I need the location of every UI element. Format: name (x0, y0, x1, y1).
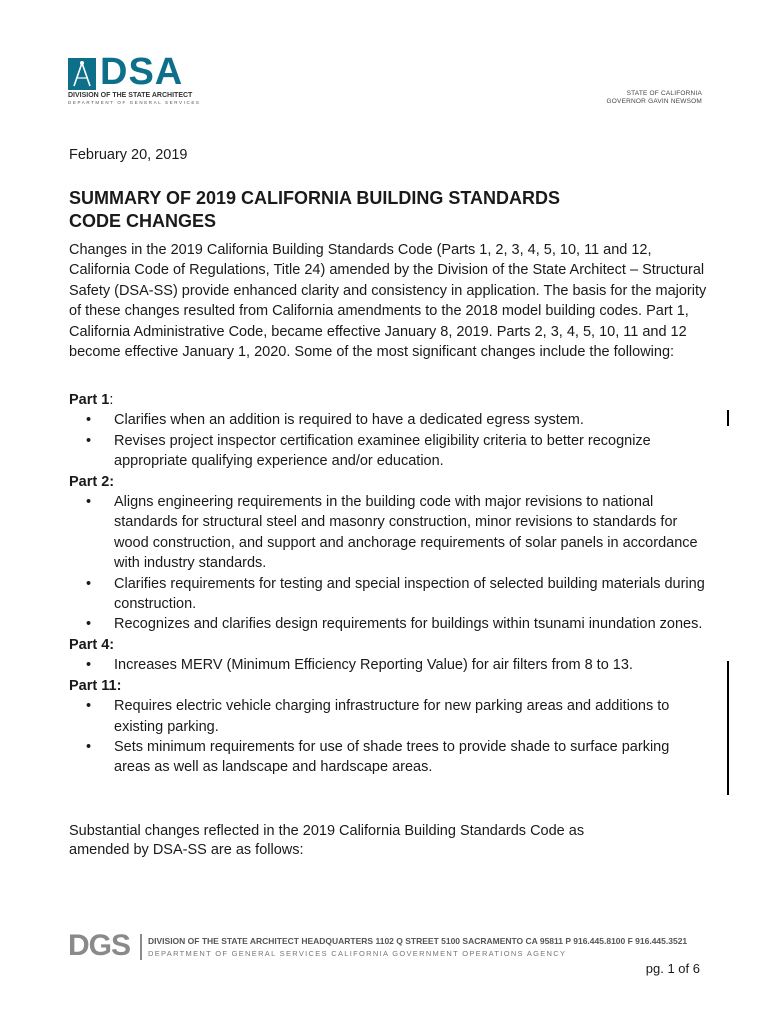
part-heading: Part 4: (69, 636, 115, 653)
intro-paragraph: Changes in the 2019 California Building Standards Code (Parts 1, 2, 3, 4, 5, 10, 11 and 12, California Code of Regulations, Title 24) amended by the Division of the State Architect – Structural Safety (DSA-SS) provide enhanced clarity and consistency in application. The basis for the majority of these changes resulted from California amendments to the 2018 model building codes. Part 1, California Administrative Code, became effective January 8, 2019. Parts 2, 3, 4, 5, 10, 11 and 12 become effective January 1, 2020. Some of the most significant changes include the following: (69, 242, 707, 361)
dsa-logo (68, 51, 201, 105)
state-line: STATE OF CALIFORNIA (626, 90, 702, 97)
list-item: • Aligns engineering requirements in the building code with major revisions to national standards for structural steel and masonry construction, minor revisions to standards for wood construction, and support and anchorage requirements of solar panels in accordance with industry standards. (69, 492, 709, 574)
part-section (69, 635, 709, 676)
footer-address: DIVISION OF THE STATE ARCHITECT HEADQUARTERS 1102 Q STREET 5100 SACRAMENTO CA 95811 P 916.445.8100 F 916.445.3521 (148, 936, 688, 946)
compass-icon (68, 58, 96, 90)
part-section (69, 472, 709, 635)
list-item: • Recognizes and clarifies design requirements for buildings within tsunami inundation zones. (69, 614, 709, 634)
page-number: pg. 1 of 6 (645, 961, 700, 976)
governor-line: GOVERNOR GAVIN NEWSOM (606, 98, 702, 105)
part-section (69, 390, 709, 472)
state-info (607, 90, 702, 106)
list-item: • Sets minimum requirements for use of shade trees to provide shade to surface parking areas as well as landscape and hardscape areas. (69, 737, 709, 778)
list-item: • Clarifies requirements for testing and special inspection of selected building materials during construction. (69, 574, 709, 615)
list-item: • Revises project inspector certification examinee eligibility criteria to better recognize appropriate qualifying experience and/or education. (69, 431, 709, 472)
list-item: • Clarifies when an addition is required to have a dedicated egress system. (69, 410, 709, 430)
part-heading: Part 11: (69, 677, 122, 694)
title-line: SUMMARY OF 2019 CALIFORNIA BUILDING STANDARDS (69, 188, 561, 208)
footer-agency: DEPARTMENT OF GENERAL SERVICES CALIFORNIA GOVERNMENT OPERATIONS AGENCY (148, 949, 567, 958)
footer-divider (140, 934, 142, 960)
dgs-logo: DGS (68, 929, 131, 962)
logo-subtitle: DIVISION OF THE STATE ARCHITECT (68, 92, 193, 99)
change-bar (727, 410, 729, 426)
logo-text: DSA (100, 51, 184, 93)
footer (68, 929, 708, 964)
part-heading: Part 1: (69, 392, 114, 408)
closing-line: amended by DSA-SS are as follows: (69, 842, 304, 858)
document-title (69, 187, 669, 232)
parts-list (69, 390, 709, 778)
closing-line: Substantial changes reflected in the 2019 California Building Standards Code as (69, 823, 585, 839)
document-date: February 20, 2019 (69, 147, 188, 163)
part-section (69, 676, 709, 778)
logo-department: DEPARTMENT OF GENERAL SERVICES (68, 100, 201, 105)
list-item: • Requires electric vehicle charging infrastructure for new parking areas and additions to existing parking. (69, 696, 709, 737)
list-item: • Increases MERV (Minimum Efficiency Reporting Value) for air filters from 8 to 13. (69, 655, 709, 675)
part-heading: Part 2: (69, 473, 115, 490)
closing-paragraph (69, 822, 709, 860)
title-line: CODE CHANGES (69, 210, 217, 231)
change-bar (727, 661, 729, 795)
